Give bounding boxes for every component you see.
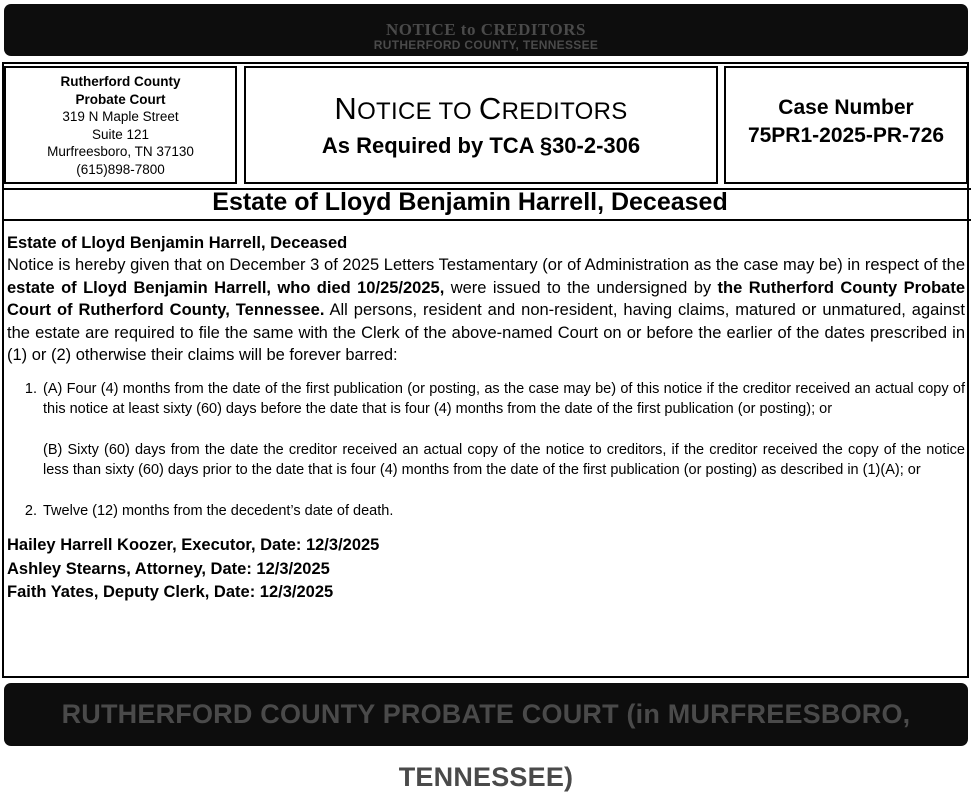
claim-2-text: Twelve (12) months from the decedent’s date of death. xyxy=(43,502,394,519)
signature-attorney: Ashley Stearns, Attorney, Date: 12/3/2025 xyxy=(7,559,330,578)
para-text-1: Notice is hereby given that on December 3 of 2025 Letters Testamentary (or of Administration as the case may be) in respect of the xyxy=(7,256,965,274)
bottom-banner: RUTHERFORD COUNTY PROBATE COURT (in MURFREESBORO, TENNESSEE) xyxy=(4,683,968,746)
signature-clerk: Faith Yates, Deputy Clerk, Date: 12/3/2025 xyxy=(7,583,334,601)
notice-title-box xyxy=(244,66,718,184)
case-number-box xyxy=(724,66,968,184)
court-suite: Suite 121 xyxy=(91,126,150,142)
court-address-box xyxy=(4,66,237,184)
banner-title: NOTICE to CREDITORS xyxy=(385,20,586,39)
case-number-label: Case Number xyxy=(778,96,914,119)
para-bold-2: the Rutherford County Probate Court of Rutherford County, Tennessee. xyxy=(7,278,966,319)
notice-statute: As Required by TCA §30-2-306 xyxy=(321,133,641,158)
case-number-value: 75PR1-2025-PR-726 xyxy=(747,124,945,147)
divider-bottom xyxy=(2,219,971,221)
estate-name: Estate of Lloyd Benjamin Harrell, Deceased xyxy=(7,234,348,252)
para-text-3: All persons, resident and non-resident, having claims, matured or unmatured, against the estate are required to file the same with the Clerk of the above-named Court on or before the earlier of the dates prescribed in (1) or (2) otherwise their claims will be forever barred: xyxy=(7,301,965,364)
court-phone: (615)898-7800 xyxy=(76,161,165,177)
para-text-2: were issued to the undersigned by xyxy=(444,278,718,297)
banner-subtitle: RUTHERFORD COUNTY, TENNESSEE xyxy=(373,38,599,52)
signature-executor: Hailey Harrell Koozer, Executor, Date: 12/3/2025 xyxy=(7,536,380,554)
claim-1a-text: 1. (A) Four (4) months from the date of the first publication (or posting, as the case may be) of this notice if the creditor received an actual copy of this notice at least sixty (60) days before the date that is four (4) months from the date of the first publication (or posting); or xyxy=(43,380,965,417)
court-street: 319 N Maple Street xyxy=(62,109,179,124)
court-name-line2: Probate Court xyxy=(75,91,166,107)
notice-paragraph xyxy=(7,254,965,367)
para-bold-1: estate of Lloyd Benjamin Harrell, who died 10/25/2025, xyxy=(7,278,445,297)
notice-title: NOTICE TO CREDITORS xyxy=(334,91,628,126)
claim-item-1 xyxy=(41,379,965,481)
claim-1b-text: (B) Sixty (60) days from the date the creditor received an actual copy of the notice to creditors, if the creditor received the copy of the notice less than sixty (60) days prior to the date that is four (4) months from the date of the first publication (or posting) as described in (1)(A); or xyxy=(43,441,965,478)
estate-heading: Estate of Lloyd Benjamin Harrell, Deceased xyxy=(212,188,728,216)
court-city: Murfreesboro, TN 37130 xyxy=(47,144,194,159)
top-banner xyxy=(4,4,968,56)
signatures xyxy=(7,534,965,605)
court-name-line1: Rutherford County xyxy=(60,74,181,89)
notice-body xyxy=(7,232,965,605)
claim-item-2 xyxy=(41,501,965,522)
claims-list xyxy=(7,379,965,522)
header-row xyxy=(0,62,972,190)
